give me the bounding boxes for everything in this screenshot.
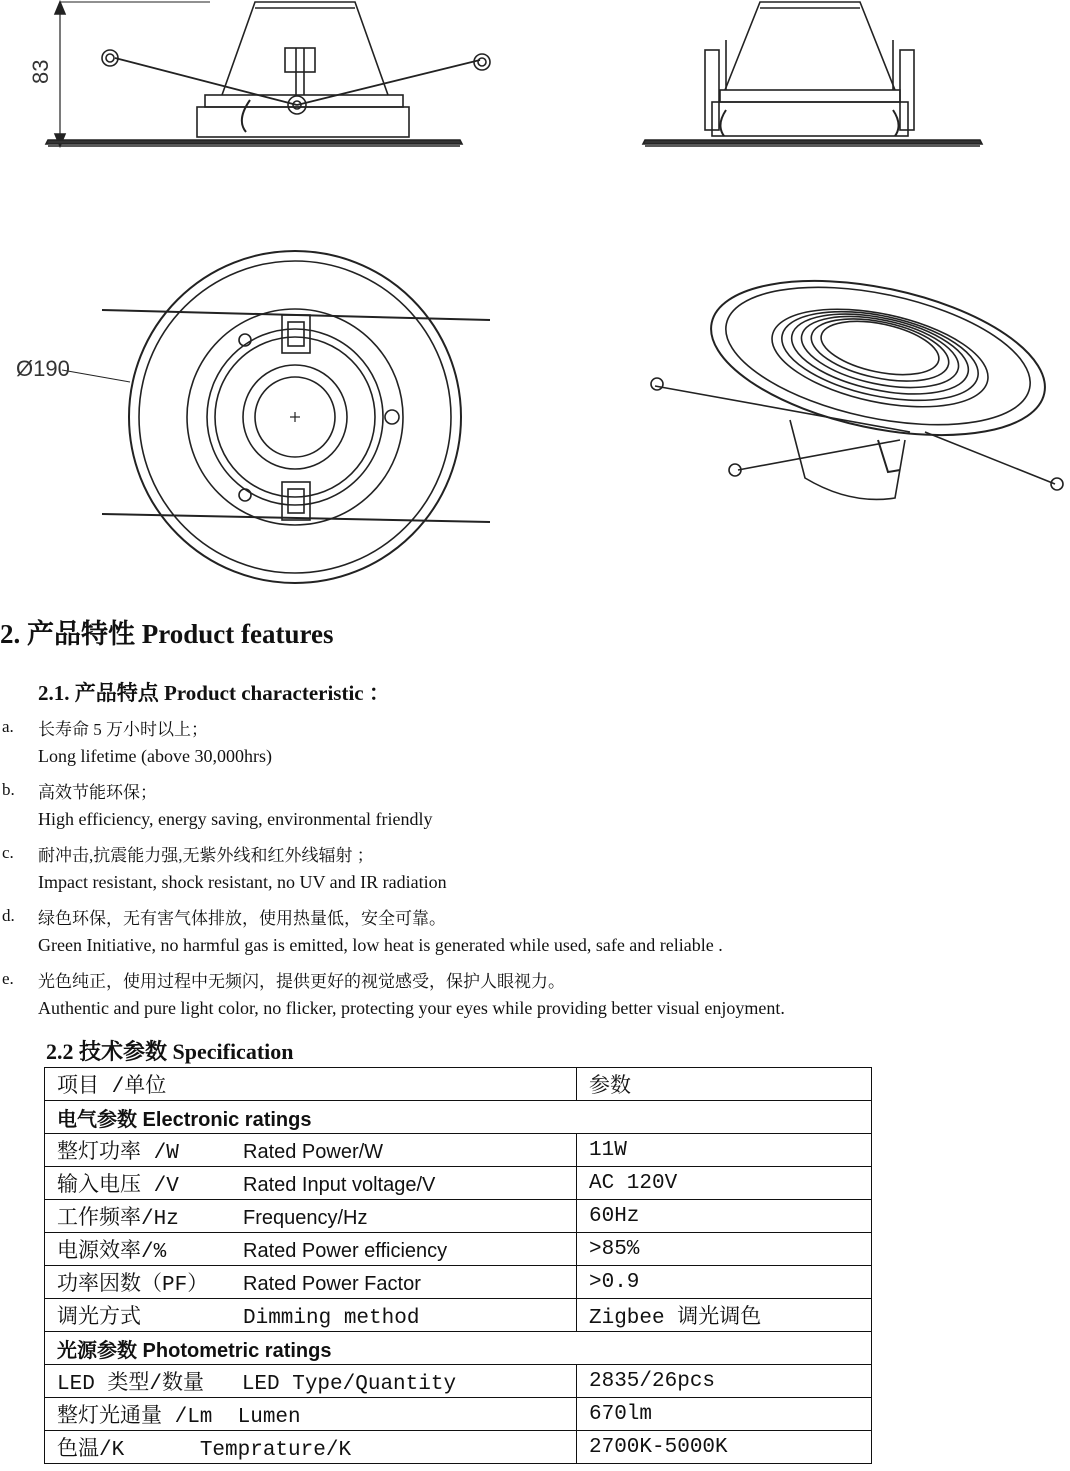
spec-value: 2835/26pcs — [577, 1365, 872, 1398]
spec-item-cn: 输入电压 /V — [57, 1175, 179, 1198]
feature-letter: c. — [2, 843, 14, 862]
spec-item-en: Rated Power Factor — [243, 1273, 421, 1295]
spec-value: 670lm — [577, 1398, 872, 1431]
spec-item-en: Rated Power/W — [243, 1141, 384, 1163]
section-title: 2. 产品特性 Product features — [0, 619, 334, 649]
spec-item-cn: 工作频率/Hz — [57, 1208, 179, 1231]
table-row — [45, 1299, 872, 1332]
spec-value: >0.9 — [577, 1266, 872, 1299]
table-row — [45, 1134, 872, 1167]
feature-letter: e. — [2, 969, 14, 988]
feature-text-cn: 耐冲击,抗震能力强,无紫外线和红外线辐射 ； — [38, 846, 374, 865]
electric-group-label: 电气参数 Electronic ratings — [45, 1101, 872, 1134]
photometric-group-label: 光源参数 Photometric ratings — [45, 1332, 872, 1365]
side-view-right — [643, 2, 982, 146]
spec-value: 2700K-5000K — [577, 1431, 872, 1464]
isometric-view — [651, 254, 1063, 499]
diameter-dimension: Ø190 — [16, 356, 70, 381]
table-row — [45, 1233, 872, 1266]
table-row — [45, 1365, 872, 1398]
spec-item: 整灯光通量 /Lm Lumen — [45, 1398, 577, 1431]
table-row — [45, 1200, 872, 1233]
feature-text-en: Green Initiative, no harmful gas is emitted, low heat is generated while used, safe and reliable . — [38, 935, 723, 955]
spec-value: 60Hz — [577, 1200, 872, 1233]
spec-item: 色温/K Temprature/K — [45, 1431, 577, 1464]
spec-value: Zigbee 调光调色 — [577, 1299, 872, 1332]
spec-item-cn: 调光方式 — [57, 1307, 141, 1330]
technical-drawings — [0, 0, 1070, 600]
feature-text-en: Long lifetime (above 30,000hrs) — [38, 746, 272, 766]
spec-item: LED 类型/数量 LED Type/Quantity — [45, 1365, 577, 1398]
top-view — [16, 251, 490, 583]
table-header-row — [45, 1068, 872, 1101]
table-group-row — [45, 1101, 872, 1134]
feature-text-cn: 光色纯正，使用过程中无频闪，提供更好的视觉感受，保护人眼视力。 — [38, 972, 565, 991]
side-view-left — [28, 2, 490, 146]
list-item — [0, 713, 1070, 776]
spec-item-en: Rated Power efficiency — [243, 1240, 448, 1262]
table-group-row — [45, 1332, 872, 1365]
table-row — [45, 1167, 872, 1200]
list-item — [0, 776, 1070, 839]
feature-text-en: High efficiency, energy saving, environmental friendly — [38, 809, 433, 829]
feature-text-cn: 高效节能环保； — [38, 783, 157, 802]
feature-letter: d. — [2, 906, 15, 925]
subsection-title: 2.1. 产品特点 Product characteristic ： — [38, 681, 390, 705]
spec-item — [45, 1200, 577, 1233]
spec-item-cn: 整灯功率 /W — [57, 1142, 179, 1165]
feature-letter: b. — [2, 780, 15, 799]
header-item: 项目 /单位 — [45, 1068, 577, 1101]
spec-title: 2.2 技术参数 Specification — [46, 1039, 294, 1064]
height-dimension: 83 — [28, 59, 53, 84]
spec-value: >85% — [577, 1233, 872, 1266]
spec-item-cn: 电源效率/% — [57, 1241, 167, 1264]
feature-text-en: Authentic and pure light color, no flicker, protecting your eyes while providing better visual enjoyment. — [38, 998, 785, 1018]
spec-item-cn: 功率因数（PF） — [57, 1274, 209, 1297]
spec-item — [45, 1167, 577, 1200]
list-item — [0, 839, 1070, 902]
spec-item-en: Frequency/Hz — [243, 1207, 368, 1229]
feature-list — [0, 713, 1070, 1028]
spec-value: AC 120V — [577, 1167, 872, 1200]
feature-text-cn: 长寿命 5 万小时以上； — [38, 720, 208, 739]
feature-text-cn: 绿色环保，无有害气体排放，使用热量低，安全可靠。 — [38, 909, 446, 928]
table-row — [45, 1398, 872, 1431]
list-item — [0, 902, 1070, 965]
spec-item — [45, 1266, 577, 1299]
spec-item — [45, 1299, 577, 1332]
spec-value: 11W — [577, 1134, 872, 1167]
feature-text-en: Impact resistant, shock resistant, no UV and IR radiation — [38, 872, 447, 892]
spec-item — [45, 1134, 577, 1167]
table-row — [45, 1431, 872, 1464]
spec-item — [45, 1233, 577, 1266]
spec-table — [44, 1067, 872, 1464]
list-item — [0, 965, 1070, 1028]
spec-item-en: Dimming method — [243, 1307, 420, 1330]
feature-letter: a. — [2, 717, 14, 736]
spec-item-en: Rated Input voltage/V — [243, 1174, 436, 1196]
header-param: 参数 — [577, 1068, 872, 1101]
table-row — [45, 1266, 872, 1299]
